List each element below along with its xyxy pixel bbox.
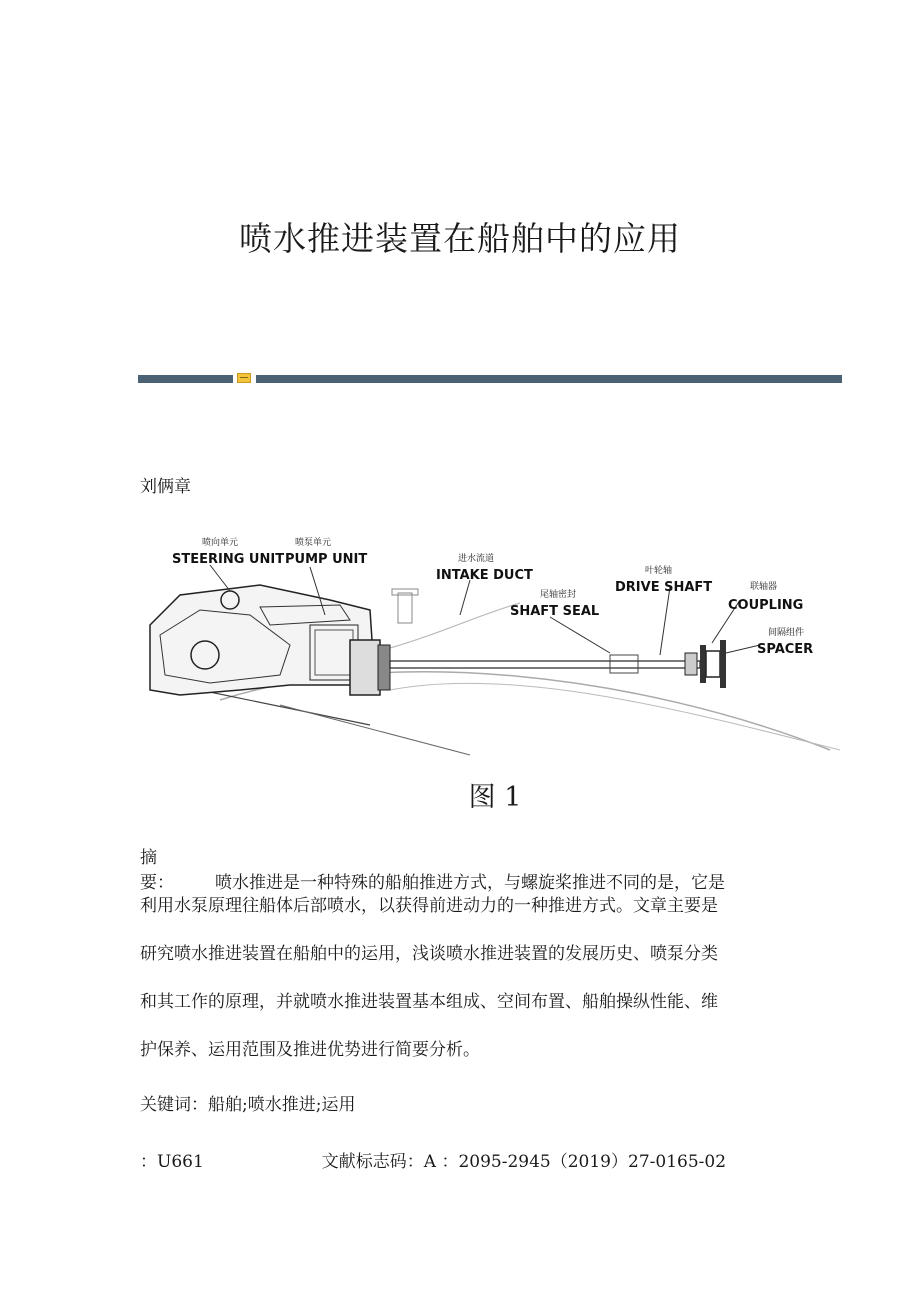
envelope-icon — [237, 373, 251, 383]
clc-number: ：U661 — [140, 1152, 204, 1172]
steering-label-en: STEERING UNIT — [172, 552, 285, 567]
waterjet-diagram — [140, 525, 840, 775]
spacer-label-cn: 间隔组件 — [768, 628, 805, 638]
keywords: 关键词：船舶;喷水推进;运用 — [140, 1095, 356, 1115]
steering-label-cn: 喷向单元 — [202, 538, 239, 548]
diagram-svg — [140, 525, 840, 775]
classification-line — [140, 1147, 726, 1172]
author-name: 刘俩章 — [140, 477, 191, 497]
shaftseal-label-en: SHAFT SEAL — [510, 604, 600, 619]
document-code: 文献标志码：A ：2095-2945（2019）27-0165-02 — [321, 1152, 727, 1172]
pump-label-cn: 喷泵单元 — [295, 538, 332, 548]
intake-label-en: INTAKE DUCT — [436, 568, 533, 583]
title-divider — [138, 375, 842, 383]
spacer-label-en: SPACER — [757, 642, 814, 657]
shaftseal-label-cn: 尾轴密封 — [540, 590, 577, 600]
drive-label-en: DRIVE SHAFT — [615, 580, 713, 595]
drive-label-cn: 叶轮轴 — [645, 566, 673, 576]
abstract-line-4: 和其工作的原理，并就喷水推进装置基本组成、空间布置、船舶操纵性能、维 — [140, 992, 718, 1012]
pump-label-en: PUMP UNIT — [285, 552, 368, 567]
abstract-line-5: 护保养、运用范围及推进优势进行简要分析。 — [140, 1040, 480, 1060]
coupling-label-en: COUPLING — [728, 598, 804, 613]
document-title: 喷水推进装置在船舶中的应用 — [239, 219, 681, 258]
abstract-line-1: 摘 要： 喷水推进是一种特殊的船舶推进方式，与螺旋桨推进不同的是，它是 — [140, 843, 790, 893]
abstract-label: 摘 要： — [140, 848, 191, 893]
coupling-label-cn: 联轴器 — [750, 582, 778, 592]
abstract-line-2: 利用水泵原理往船体后部喷水，以获得前进动力的一种推进方式。文章主要是 — [140, 896, 718, 916]
intake-label-cn: 进水流道 — [458, 554, 495, 564]
abstract-line-3: 研究喷水推进装置在船舶中的运用，浅谈喷水推进装置的发展历史、喷泵分类 — [140, 944, 718, 964]
figure-caption: 图 1 — [468, 782, 522, 813]
